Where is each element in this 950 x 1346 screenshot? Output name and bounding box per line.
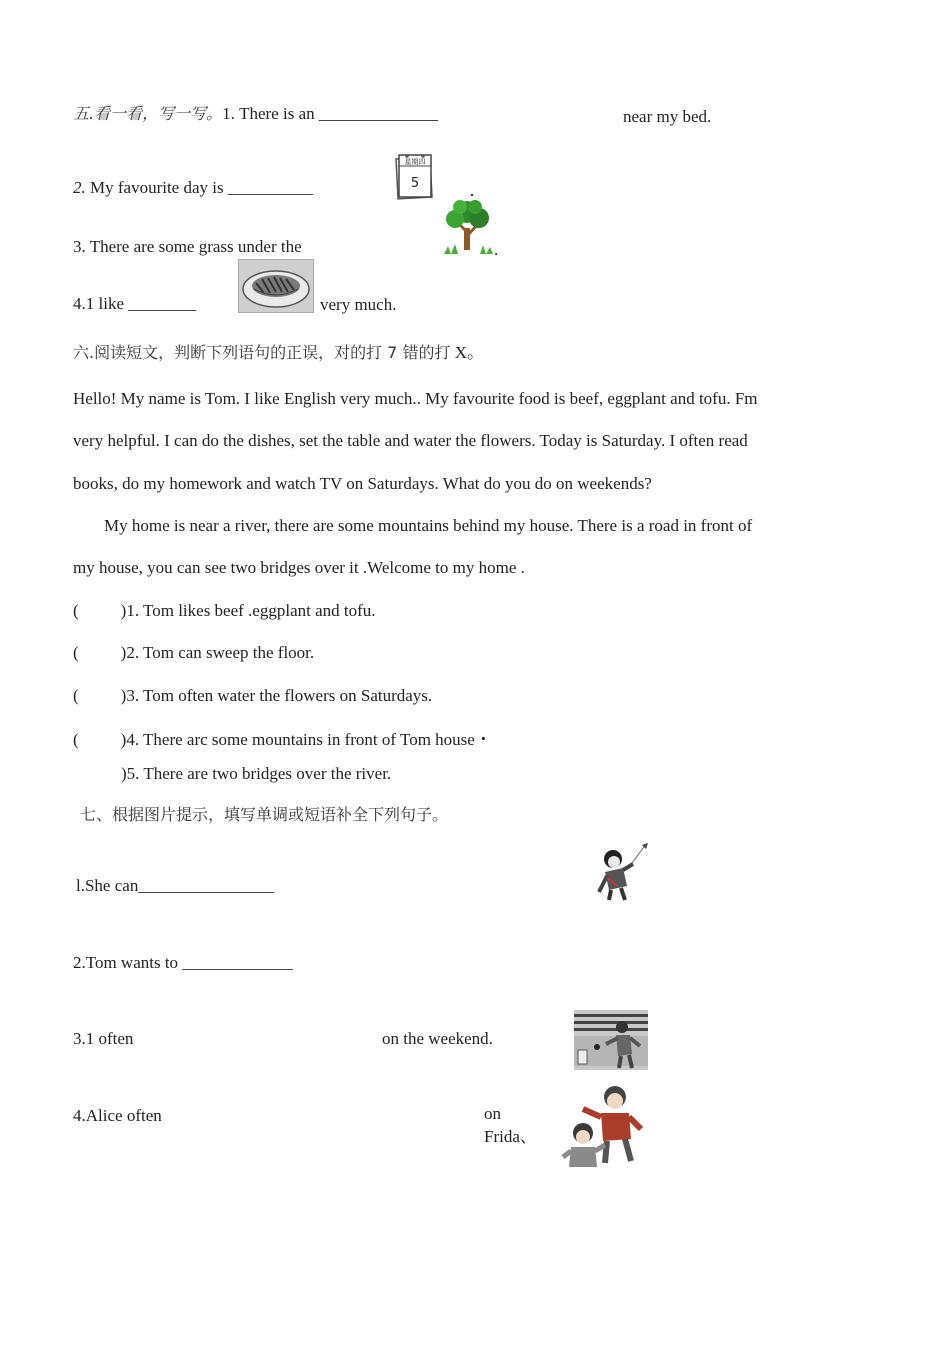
section5-q1-suffix: near my bed. [623,107,712,126]
tree-picture [440,192,498,258]
section7-heading: 七、根据图片提示，填写单调或短语补全下列句子。 [80,805,449,824]
calendar-number: 5 [410,176,420,191]
judge-item-text: )3. Tom often water the flowers on Saturdays. [120,686,433,705]
reading-para1-line1: Hello! My name is Tom. I like English very much.. My favourite food is beef, eggplant and tofu. Fm [73,389,758,408]
tree-icon [440,192,498,258]
kite-girl-picture [597,842,651,902]
reading-para1-line3: books, do my homework and watch TV on Saturdays. What do you do on weekends? [73,474,652,493]
kungfu-kids-picture [561,1083,643,1169]
reading-para1-line2: very helpful. I can do the dishes, set the table and water the flowers. Today is Saturday. I often read [73,431,748,450]
food-plate-picture [238,259,314,313]
section5-q1-prefix: 1. There is an ______________ [222,104,438,123]
ping-pong-icon [574,1010,648,1070]
section5-q2-line [73,178,313,198]
section6-heading-cn: 六.阅读短文，判断下列语句的正误，对的打 [73,343,383,362]
ping-pong-picture [574,1010,648,1070]
judge-item-3 [73,686,432,706]
section5-heading: 五.看一看，写一写。 [73,104,223,123]
section5-q2-text: My favourite day is __________ [85,178,313,197]
section7-q4-suffix-1: on [484,1104,501,1123]
section7-q4-prefix: 4.Alice often [73,1106,162,1125]
kungfu-kids-icon [561,1083,643,1169]
section5-q1-line [73,104,438,124]
judge-item-text: )4. There arc some mountains in front of Tom house・ [120,730,492,749]
section5-q4-suffix: very much. [320,295,397,314]
section5-q4-prefix: 4.1 like ________ [73,294,197,313]
reading-para2-line1: My home is near a river, there are some mountains behind my house. There is a road in front of [104,516,753,535]
calendar-picture [393,152,437,202]
reading-para2-line2: my house, you can see two bridges over it .Welcome to my home . [73,558,525,577]
calendar-icon [393,152,437,202]
food-plate-icon [238,259,314,313]
judge-item-5 [121,764,391,784]
section7-q3-suffix: on the weekend. [382,1029,493,1048]
judge-item-text: )2. Tom can sweep the floor. [120,643,315,662]
judge-item-text: )5. There are two bridges over the river. [121,764,392,783]
judge-item-paren: ( [73,730,79,749]
kite-girl-icon [597,842,651,902]
section7-q3-prefix: 3.1 often [73,1029,134,1048]
section7-q4-suffix-2: Frida、 [484,1127,537,1146]
section5-q2-num: 2. [73,178,86,197]
judge-item-1 [73,601,376,621]
section6-heading-mid: 7 [382,343,403,362]
section5-q3-text: 3. There are some grass under the [73,237,302,256]
judge-item-paren: ( [73,643,79,662]
section6-heading-end: X。 [450,343,484,362]
section7-q1: l.She can________________ [76,876,275,895]
judge-item-paren: ( [73,686,79,705]
section5-q3-period: . [494,240,499,259]
section6-heading [73,343,484,363]
judge-item-2 [73,643,314,663]
judge-item-4 [73,730,492,750]
section7-q2: 2.Tom wants to _____________ [73,953,293,972]
judge-item-text: )1. Tom likes beef .eggplant and tofu. [120,601,376,620]
calendar-weekday: 星期四 [404,158,426,166]
section6-heading-cn2: 错的打 [402,343,451,362]
judge-item-paren: ( [73,601,79,620]
